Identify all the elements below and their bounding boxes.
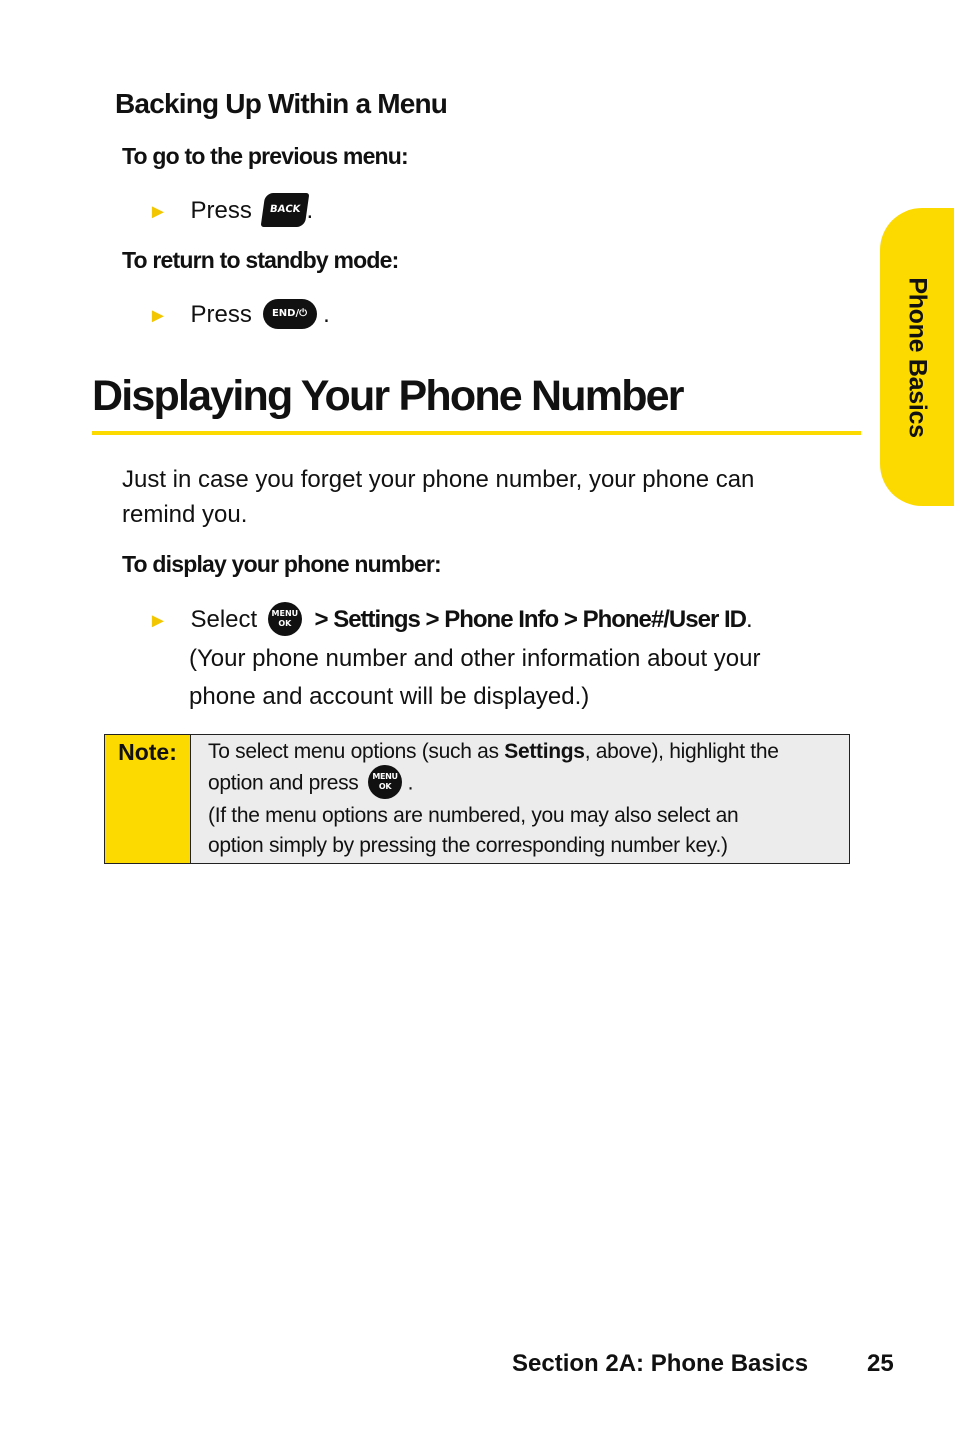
note-box xyxy=(104,734,850,864)
page-title: Displaying Your Phone Number xyxy=(92,372,683,420)
side-tab xyxy=(880,208,954,506)
title-underline xyxy=(92,431,861,435)
step-description-line: (Your phone number and other information about your xyxy=(189,645,761,672)
press-word: Press xyxy=(190,197,252,224)
section-heading-backing-up: Backing Up Within a Menu xyxy=(115,88,448,119)
note-line: To select menu options (such as Settings, above), highlight the xyxy=(208,740,779,763)
note-line: (If the menu options are numbered, you may also select an xyxy=(208,804,739,827)
period: . xyxy=(323,301,330,328)
step-select-menu xyxy=(148,601,761,716)
end-key-icon: END/⏻ xyxy=(263,299,317,329)
note-line: option simply by pressing the corresponding number key.) xyxy=(208,834,728,857)
intro-paragraph xyxy=(122,462,754,532)
note-label: Note: xyxy=(118,739,177,765)
note-line: option and press MENU OK . xyxy=(208,767,844,801)
back-key-icon: BACK xyxy=(260,193,309,227)
menu-ok-key-icon: MENU OK xyxy=(368,765,402,799)
bullet-arrow-icon: ► xyxy=(148,305,168,327)
previous-menu-label: To go to the previous menu: xyxy=(122,143,408,169)
bullet-arrow-icon: ► xyxy=(148,610,168,632)
menu-ok-key-icon: MENU OK xyxy=(268,602,302,636)
intro-line: remind you. xyxy=(122,501,248,528)
intro-line: Just in case you forget your phone number, your phone can xyxy=(122,466,755,493)
step-press-back xyxy=(148,193,313,230)
period: . xyxy=(745,606,753,633)
side-tab-label: Phone Basics xyxy=(903,276,932,438)
note-label-cell xyxy=(105,735,191,863)
page-number: 25 xyxy=(867,1350,894,1377)
select-word: Select xyxy=(190,606,258,633)
standby-label: To return to standby mode: xyxy=(122,247,399,273)
footer-section: Section 2A: Phone Basics xyxy=(512,1350,809,1377)
step-description-line: phone and account will be displayed.) xyxy=(189,683,590,710)
press-word: Press xyxy=(190,301,252,328)
step-press-end xyxy=(148,297,330,334)
period: . xyxy=(306,197,314,224)
note-text xyxy=(208,737,844,861)
bullet-arrow-icon: ► xyxy=(148,201,168,223)
display-number-label: To display your phone number: xyxy=(122,551,441,577)
menu-path: > Settings > Phone Info > Phone#/User ID xyxy=(314,606,746,633)
